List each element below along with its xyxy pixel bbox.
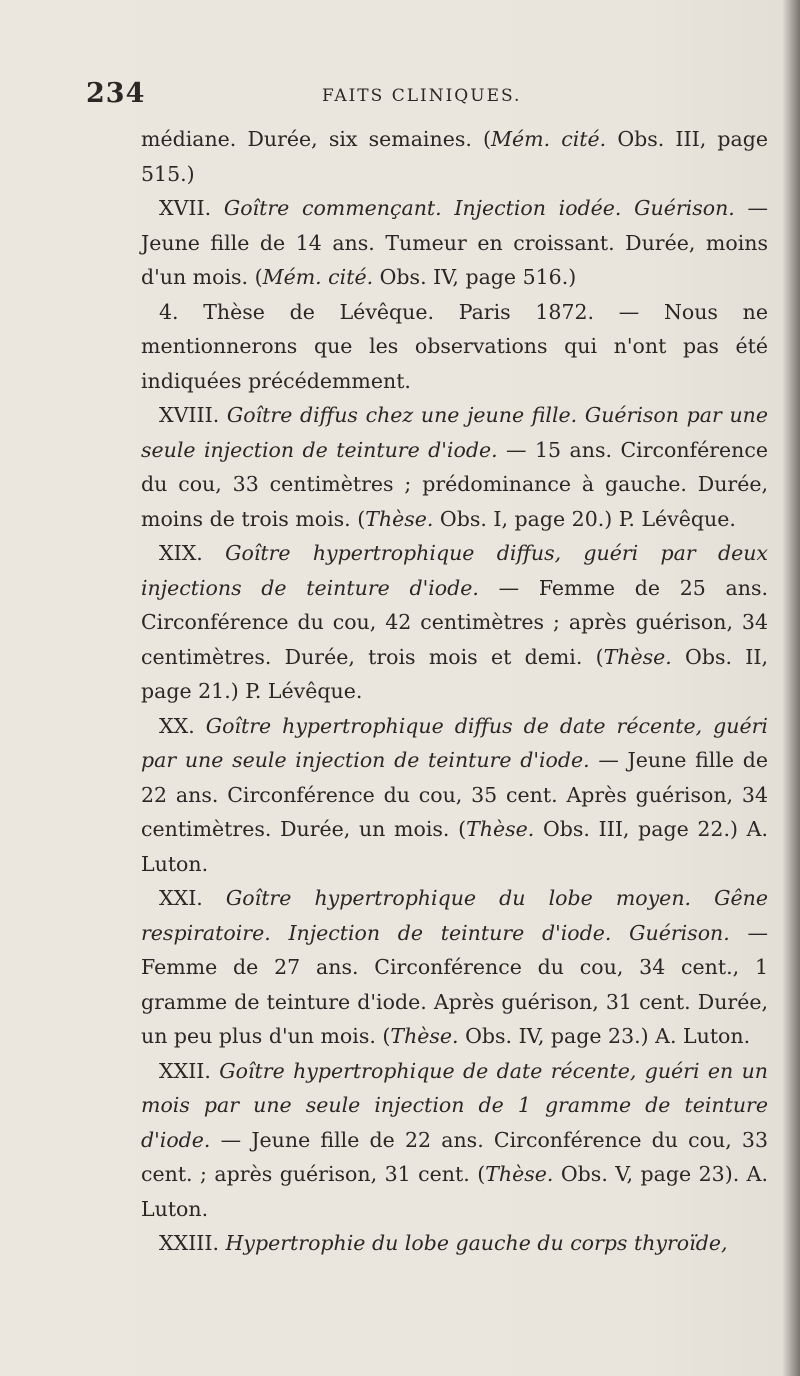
observation-body: — Jeune fille de 14 ans. Tumeur en croissant. Durée, moins d'un mois. ( bbox=[141, 196, 768, 289]
observation-title: Goître hypertrophique diffus, guéri par deux injections de teinture d'iode. bbox=[141, 541, 768, 600]
page-edge-shadow bbox=[782, 0, 800, 1376]
reference-italic: Thèse. bbox=[466, 817, 535, 841]
reference-italic: Thèse. bbox=[390, 1024, 459, 1048]
text-run: Obs. III, page 515.) bbox=[141, 127, 768, 186]
reference-italic: Mém. cité. bbox=[491, 127, 607, 151]
observation-title: Goître hypertrophique de date récente, guéri en un mois par une seule injection de 1 gramme de teinture d'iode. bbox=[141, 1058, 768, 1152]
reference-italic: Thèse. bbox=[603, 644, 672, 669]
observation-title: Goître hypertrophique du lobe moyen. Gêne respiratoire. Injection de teinture d'iode. Guérison. bbox=[141, 886, 768, 945]
observation-body: — Femme de 27 ans. Circonférence du cou, 34 cent., 1 gramme de teinture d'iode. Après guérison, 31 cent. Durée, un peu plus d'un mois. ( bbox=[141, 920, 768, 1048]
observation-xx bbox=[141, 709, 768, 882]
observation-number: XXII. bbox=[159, 1058, 211, 1083]
body-text bbox=[141, 122, 768, 1261]
observation-number: XVII. bbox=[159, 196, 212, 220]
text-run: médiane. Durée, six semaines. ( bbox=[141, 127, 492, 151]
text-run: Obs. V, page 23). A. Luton. bbox=[141, 1162, 769, 1221]
observation-xxii bbox=[141, 1054, 768, 1227]
observation-body: — Jeune fille de 22 ans. Circonférence du cou, 33 cent. ; après guérison, 31 cent. ( bbox=[141, 1127, 768, 1186]
observation-body: — Femme de 25 ans. Circonférence du cou, 42 centimètres ; après guérison, 34 centimètres. Durée, trois mois et demi. ( bbox=[141, 575, 768, 669]
observation-xvii bbox=[141, 191, 768, 295]
thesis-paragraph bbox=[141, 295, 768, 399]
observation-title: Goître hypertrophique diffus de date récente, guéri par une seule injection de teinture d'iode. bbox=[141, 713, 768, 772]
observation-title: Hypertrophie du lobe gauche du corps thyroïde, bbox=[225, 1231, 728, 1255]
observation-number: XXI. bbox=[159, 886, 203, 910]
observation-title: Goître diffus chez une jeune fille. Guérison par une seule injection de teinture d'iode. bbox=[141, 403, 768, 462]
observation-xviii bbox=[141, 398, 768, 536]
paragraph-continuation bbox=[141, 122, 768, 191]
observation-number: XVIII. bbox=[159, 403, 220, 427]
text-run: Obs. IV, page 23.) A. Luton. bbox=[458, 1024, 751, 1048]
observation-xxiii bbox=[141, 1226, 768, 1261]
reference-italic: Thèse. bbox=[485, 1162, 554, 1186]
observation-xix bbox=[141, 536, 768, 709]
observation-xxi bbox=[141, 881, 768, 1054]
text-run: Obs. II, page 21.) P. Lévêque. bbox=[141, 644, 768, 703]
text-run: Obs. IV, page 516.) bbox=[373, 265, 577, 289]
observation-body: — Jeune fille de 22 ans. Circonférence du cou, 35 cent. Après guérison, 34 centimètres. Durée, un mois. ( bbox=[141, 748, 768, 841]
reference-italic: Thèse. bbox=[365, 506, 434, 531]
observation-number: XIX. bbox=[159, 541, 203, 565]
text-run: Obs. I, page 20.) P. Lévêque. bbox=[433, 506, 736, 531]
text-run: Obs. III, page 22.) A. Luton. bbox=[141, 817, 768, 876]
reference-italic: Mém. cité. bbox=[262, 265, 374, 289]
observation-number: XXIII. bbox=[159, 1231, 219, 1255]
observation-body: — 15 ans. Circonférence du cou, 33 centimètres ; prédominance à gauche. Durée, moins de trois mois. ( bbox=[141, 437, 768, 531]
text-run: 4. Thèse de Lévêque. Paris 1872. — Nous ne mentionnerons que les observations qui n'ont pas été indiquées précédemment. bbox=[141, 299, 768, 393]
page-header bbox=[0, 78, 800, 112]
running-title: FAITS CLINIQUES. bbox=[322, 86, 522, 106]
observation-title: Goître commençant. Injection iodée. Guérison. bbox=[223, 196, 735, 220]
page-number: 234 bbox=[86, 78, 146, 109]
observation-number: XX. bbox=[159, 713, 195, 738]
